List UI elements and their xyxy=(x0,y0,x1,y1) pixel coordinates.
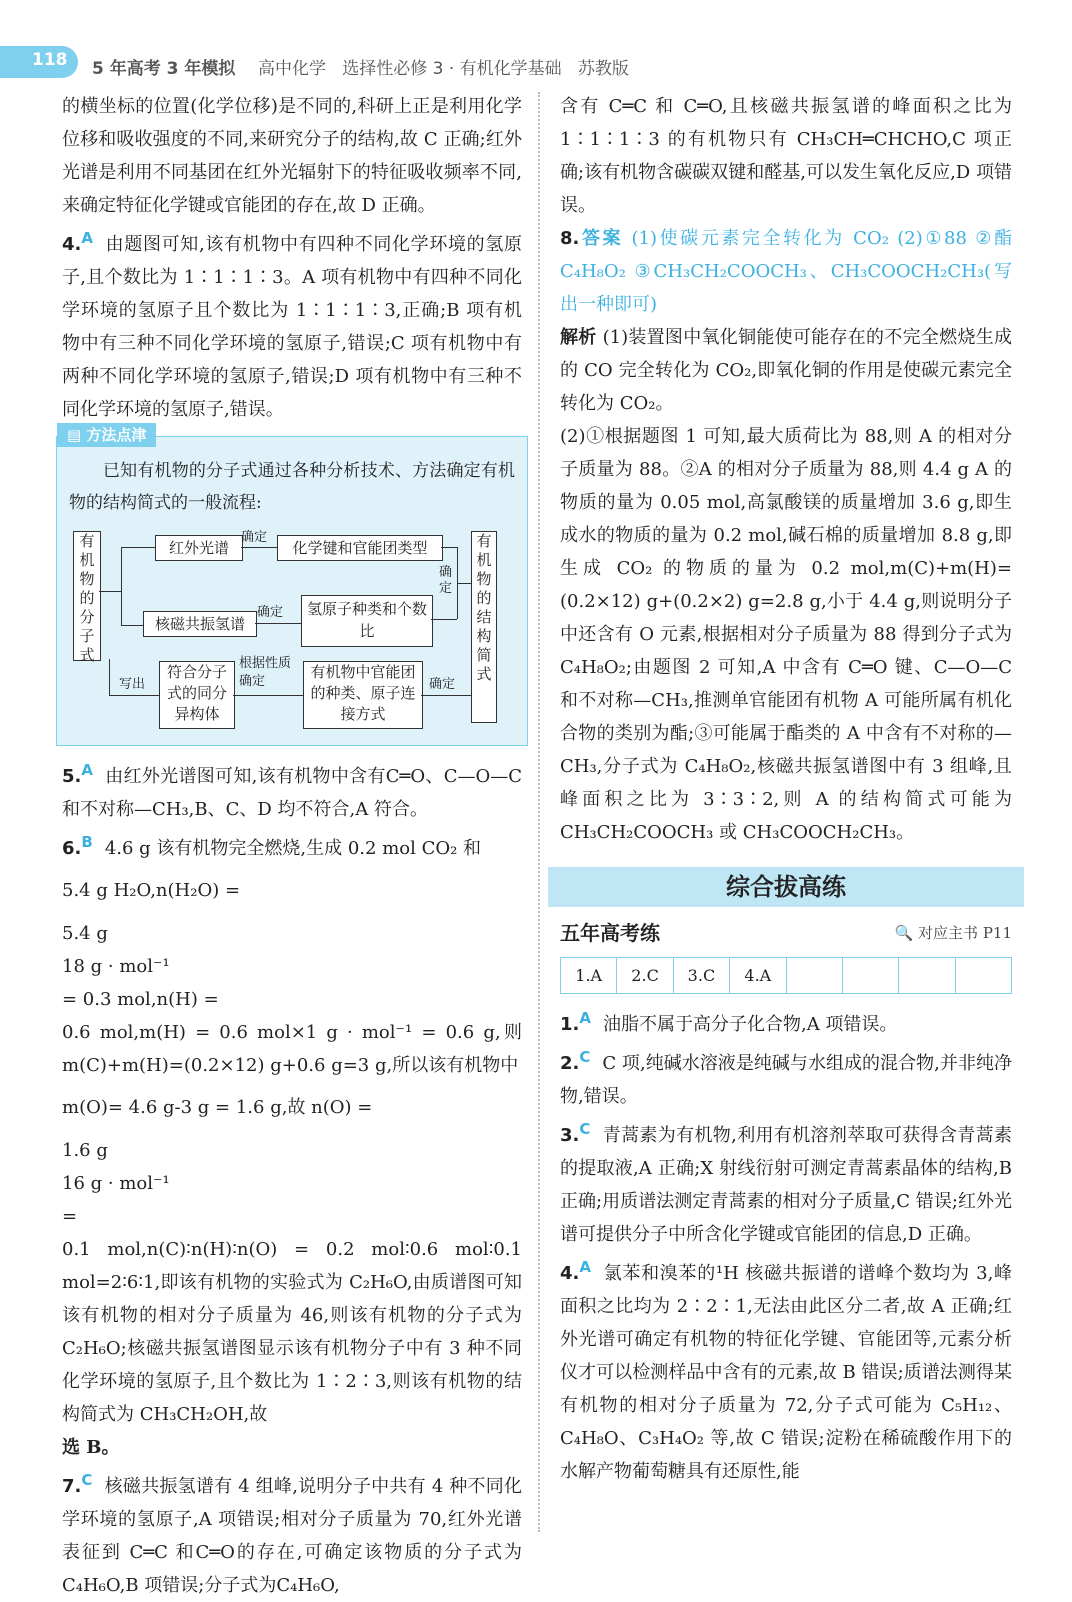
explanation-text: = 0.3 mol,n(H) = xyxy=(62,989,219,1010)
reference-link: 🔍 对应主书 P11 xyxy=(894,924,1012,942)
answer-label: 答案 xyxy=(579,228,624,249)
answer-1: 1.$^A$ 油脂不属于高分子化合物,A 项错误。 xyxy=(560,1009,898,1035)
continued-paragraph: 含有 C═C 和 C═O,且核磁共振氢谱的峰面积之比为 1∶1∶1∶3 的有机物只有 CH₃CH═CHCHO,C 项正确;该有机物含碳碳双键和醛基,可以发生氧化反应,D 项错误。 xyxy=(560,96,1012,216)
answer-3: 3.$^C$ 青蒿素为有机物,利用有机溶剂萃取可获得含青蒿素的提取液,A 正确;X 射线衍射可测定青蒿素晶体的结构,B 正确;用质谱法测定青蒿素的相对分子质量,C 错误;红外光谱可提供分子中所含化学键或官能团的信息,D 正确。 xyxy=(560,1120,1012,1245)
five-year-header xyxy=(560,917,1012,951)
explanation-text: 由题图可知,该有机物中有四种不同化学环境的氢原子,且个数比为 1∶1∶1∶3。A 项有机物中有四种不同化学环境的氢原子且个数比为 1∶1∶1∶3,正确;B 项有机物中有三种不同化学环境的氢原子,错误;C 项有机物中有两种不同化学环境的氢原子,错误;D 项有机物中有三种不同化学环境的氢原子,错误。 xyxy=(62,234,522,420)
explanation-text: 5.4 g H₂O,n(H₂O) = xyxy=(62,880,241,901)
explanation-text: 0.6 mol,m(H) = 0.6 mol×1 g · mol⁻¹ = 0.6 g,则m(C)+m(H)=(0.2×12) g+0.6 g=3 g,所以该有机物中 xyxy=(62,1022,522,1076)
question-number: 5. xyxy=(62,766,82,787)
question-number: 4. xyxy=(62,234,82,255)
book-subtitle: 高中化学 选择性必修 3 · 有机化学基础 苏教版 xyxy=(258,59,629,79)
flow-node-nmr: 核磁共振氢谱 xyxy=(143,611,257,637)
method-intro: 已知有机物的分子式通过各种分析技术、方法确定有机物的结构简式的一般流程: xyxy=(69,461,515,513)
book-series: 5 年高考 3 年模拟 xyxy=(92,59,236,79)
flow-node-bond: 化学键和官能团类型 xyxy=(277,535,443,561)
question-6: 6.$^B$ 4.6 g 该有机物完全燃烧,生成 0.2 mol CO₂ 和 5.4 g H₂O,n(H₂O) = 5.4 g 18 g · mol⁻¹ = 0.3 mol,n(H) = 0.6 mol,m(H) = 0.6 mol×1 g · mol⁻¹ = 0.6 g,则m(C)+m(H)=(0.2×12) g+0.6 g=3 g,所以该有机物中 m(O)= 4.6 g-3 g = 1.6 g,故 n(O) = 1.6 g 16 g · mol⁻¹ = 0.1 mol,n(C)∶n(H)∶n(O) = 0.2 mol∶0.6 mol∶0.1 mol=2∶6∶1,即该有机物的实验式为 C₂H₆O,由质谱图可知该有机物的相对分子质量为 46,则该有机物的分子式为 C₂H₆O;核磁共振氢谱图显示该有机物分子中有 3 种不同化学环境的氢原子,且个数比为 1∶2∶3,则该有机物的结构简式为 CH₃CH₂OH,故 选 B。 xyxy=(62,826,522,1464)
flow-node-start: 有机物的分子式 xyxy=(73,531,101,661)
explanation-text: = xyxy=(62,1206,78,1227)
method-tips-box xyxy=(56,426,528,746)
answer-letter: C xyxy=(81,1471,93,1489)
answer-4: 4.$^A$ 氯苯和溴苯的¹H 核磁共振谱的谱峰个数均为 3,峰面积之比均为 2∶2∶1,无法由此区分二者,故 A 正确;红外光谱可确定有机物的特征化学键、官能团等,元素分析仪才可以检测样品中含有的元素,故 B 错误;质谱法测得某有机物的相对分子质量为 72,分子式可能为 C₅H₁₂、C₄H₈O、C₃H₄O₂ 等,故 C 错误;淀粉在稀硫酸作用下的水解产物葡萄糖具有还原性,能 xyxy=(560,1258,1012,1482)
answer-table xyxy=(560,957,1012,994)
section-banner: 综合拔高练 xyxy=(548,867,1024,907)
intro-paragraph: 的横坐标的位置(化学位移)是不同的,科研上正是利用化学位移和吸收强度的不同,来研究分子的结构,故 C 正确;红外光谱是利用不同基团在红外光辐射下的特征吸收频率不同,来确定特征化学键或官能团的存在,故 D 正确。 xyxy=(62,96,522,216)
answer-cell xyxy=(955,958,1011,994)
question-5 xyxy=(62,754,522,826)
answer-cell: 4.A xyxy=(730,958,786,994)
answer-cell: 2.C xyxy=(617,958,673,994)
answer-letter: B xyxy=(81,833,93,851)
answer-text: (1)使碳元素完全转化为 CO₂ (2)①88 ②酯 C₄H₈O₂ ③CH₃CH₂COOCH₃、CH₃COOCH₂CH₃(写出一种即可) xyxy=(560,228,1012,315)
explanation-text: (2)①根据题图 1 可知,最大质荷比为 88,则 A 的相对分子质量为 88。②A 的相对分子质量为 88,则 4.4 g A 的物质的量为 0.05 mol,高氯酸镁的质量增加 3.6 g,即生成水的物质的量为 0.2 mol,碱石棉的质量增加 8.8 g,即生成 CO₂ 的物质的量为 0.2 mol,m(C)+m(H)=(0.2×12) g+(0.2×2) g=2.8 g,小于 4.4 g,则说明分子中还含有 O 元素,根据相对分子质量为 88 得到分子式为 C₄H₈O₂;由题图 2 可知,A 中含有 C═O 键、C—O—C 和不对称—CH₃,推测单官能团有机物 A 可能所属有机化合物的类别为酯;③可能属于酯类的 A 中含有不对称的—CH₃,分子式为 C₄H₈O₂,核磁共振氢谱图中有 3 组峰,且峰面积之比为 3∶3∶2,则 A 的结构简式可能为 CH₃CH₂COOCH₃ 或 CH₃COOCH₂CH₃。 xyxy=(560,426,1012,843)
method-tips-tag: ▤ 方法点津 xyxy=(57,423,156,447)
answer-letter: A xyxy=(81,761,93,779)
question-number: 8. xyxy=(560,228,580,249)
flow-node-end: 有机物的结构简式 xyxy=(471,531,497,723)
flow-label-confirm: 确定 xyxy=(429,677,456,692)
conclusion-text: 选 B。 xyxy=(62,1437,120,1458)
explanation-text: 0.1 mol,n(C)∶n(H)∶n(O) = 0.2 mol∶0.6 mol∶0.1 mol=2∶6∶1,即该有机物的实验式为 C₂H₆O,由质谱图可知该有机物的相对分子质量为 46,则该有机物的分子式为 C₂H₆O;核磁共振氢谱图显示该有机物分子中有 3 种不同化学环境的氢原子,且个数比为 1∶2∶3,则该有机物的结构简式为 CH₃CH₂OH,故 xyxy=(62,1239,522,1425)
answer-2: 2.$^C$ C 项,纯碱水溶液是纯碱与水组成的混合物,并非纯净物,错误。 xyxy=(560,1048,1012,1107)
flowchart xyxy=(69,525,515,735)
answer-letter: A xyxy=(81,229,93,247)
page-number: 118 xyxy=(32,50,68,70)
column-divider xyxy=(538,92,540,1532)
answer-cell: 1.A xyxy=(561,958,617,994)
flow-label-property: 根据性质确定 xyxy=(239,656,292,689)
explanation-text: 4.6 g 该有机物完全燃烧,生成 0.2 mol CO₂ 和 xyxy=(104,838,482,859)
flow-node-isomer: 符合分子式的同分异构体 xyxy=(159,661,235,729)
explanation-text: 核磁共振氢谱有 4 组峰,说明分子中共有 4 种不同化学环境的氢原子,A 项错误;相对分子质量为 70,红外光谱表征到 C═C 和C═O的存在,可确定该物质的分子式为 C₄H₆O,B 项错误;分子式为C₄H₆O, xyxy=(62,1476,522,1596)
flow-label-confirm: 确定 xyxy=(257,605,284,620)
answer-cell xyxy=(899,958,955,994)
flow-node-hnum: 氢原子种类和个数比 xyxy=(301,595,433,647)
five-year-title: 五年高考练 xyxy=(560,921,660,945)
explanation-text: (1)装置图中氧化铜能使可能存在的不完全燃烧生成的 CO 完全转化为 CO₂,即氧化铜的作用是使碳元素完全转化为 CO₂。 xyxy=(560,327,1013,414)
left-column xyxy=(62,90,522,1602)
question-number: 7. xyxy=(62,1476,82,1497)
explanation-label: 解析 xyxy=(560,327,597,348)
answer-cell xyxy=(842,958,898,994)
explanation-text: m(O)= 4.6 g-3 g = 1.6 g,故 n(O) = xyxy=(62,1097,373,1118)
answer-cell: 3.C xyxy=(673,958,729,994)
flow-label-write: 写出 xyxy=(119,677,146,692)
flow-label-confirm: 确定 xyxy=(241,530,268,545)
explanation-text: 由红外光谱图可知,该有机物中含有C═O、C—O—C和不对称—CH₃,B、C、D 均不符合,A 符合。 xyxy=(62,766,522,820)
question-4 xyxy=(62,222,522,426)
answer-cell xyxy=(786,958,842,994)
question-7 xyxy=(62,1464,522,1602)
question-number: 6. xyxy=(62,838,82,859)
question-8 xyxy=(560,222,1012,849)
flow-node-functional: 有机物中官能团的种类、原子连接方式 xyxy=(303,661,423,729)
search-icon: 🔍 xyxy=(894,924,914,942)
page-header xyxy=(0,0,1072,79)
flow-node-ir: 红外光谱 xyxy=(155,535,243,561)
right-column xyxy=(560,90,1012,1488)
flow-label-confirm: 确定 xyxy=(439,565,453,596)
